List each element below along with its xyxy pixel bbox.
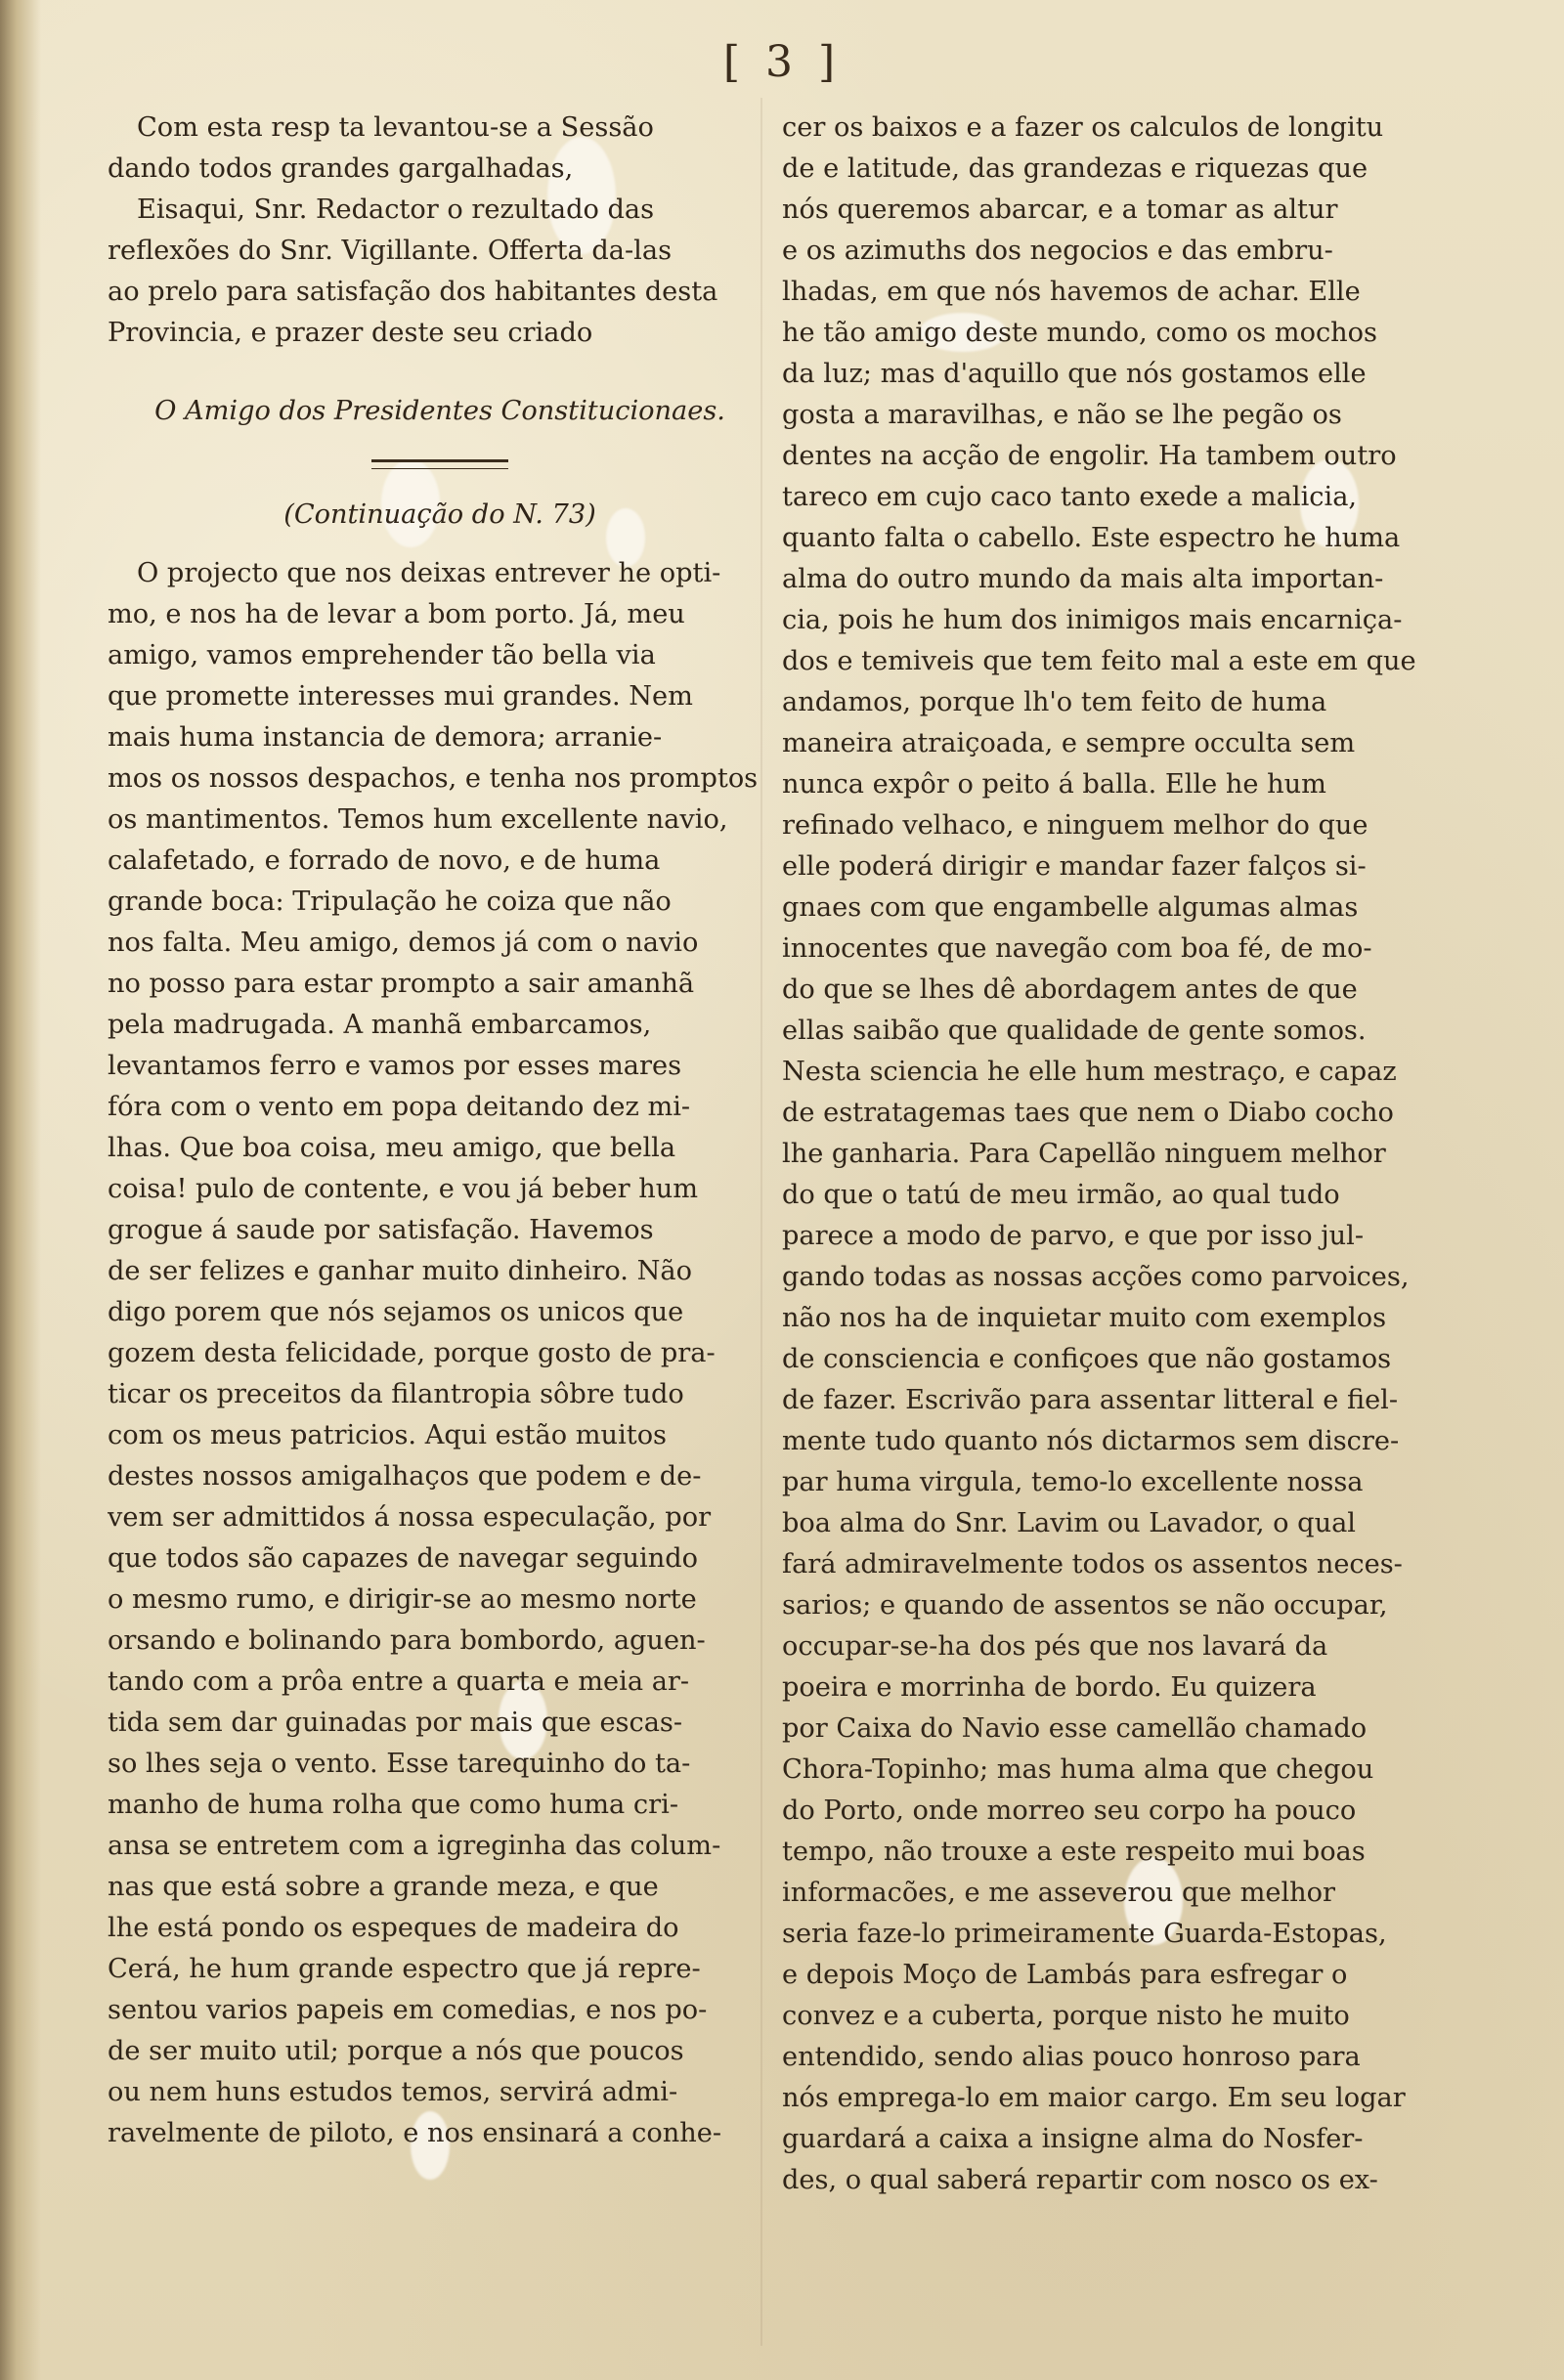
body-line: nos falta. Meu amigo, demos já com o navio	[108, 928, 699, 958]
body-line: e os azimuths dos negocios e das embru-	[782, 236, 1333, 266]
intro-line: reflexões do Snr. Vigillante. Offerta da-las	[108, 236, 673, 266]
intro-line: dando todos grandes gargalhadas,	[108, 153, 574, 184]
body-line: com os meus patricios. Aqui estão muitos	[108, 1420, 668, 1450]
body-line: nas que está sobre a grande meza, e que	[108, 1872, 659, 1902]
body-line: de e latitude, das grandezas e riquezas que	[782, 153, 1368, 184]
body-line: de consciencia e confiçoes que não gostamos	[782, 1344, 1392, 1374]
body-line: os mantimentos. Temos hum excellente navio,	[108, 804, 728, 835]
body-line: innocentes que navegão com boa fé, de mo-	[782, 933, 1372, 964]
body-line: alma do outro mundo da mais alta importan-	[782, 564, 1384, 594]
body-line: de ser felizes e ganhar muito dinheiro. Não	[108, 1256, 692, 1286]
section-rule	[371, 459, 508, 469]
intro-line: Provincia, e prazer deste seu criado	[108, 318, 593, 348]
body-line: de estratagemas taes que nem o Diabo cocho	[782, 1098, 1394, 1128]
body-line: occupar-se-ha dos pés que nos lavará da	[782, 1631, 1328, 1662]
body-line: do que o tatú de meu irmão, ao qual tudo	[782, 1180, 1340, 1210]
body-line: ticar os preceitos da filantropia sôbre tudo	[108, 1379, 684, 1409]
body-line: gozem desta felicidade, porque gosto de pra-	[108, 1338, 716, 1368]
body-line: e depois Moço de Lambás para esfregar o	[782, 1960, 1348, 1990]
body-line: o mesmo rumo, e dirigir-se ao mesmo norte	[108, 1584, 697, 1615]
body-line: lhe está pondo os espeques de madeira do	[108, 1913, 679, 1943]
body-line: nunca expôr o peito á balla. Elle he hum	[782, 769, 1326, 800]
body-line: do Porto, onde morreo seu corpo ha pouco	[782, 1796, 1357, 1826]
body-line: do que se lhes dê abordagem antes de que	[782, 974, 1358, 1005]
body-line: destes nossos amigalhaços que podem e de-	[108, 1461, 702, 1492]
body-line: orsando e bolinando para bombordo, aguen-	[108, 1625, 706, 1656]
intro-line: ao prelo para satisfação dos habitantes desta	[108, 277, 718, 307]
body-line: par huma virgula, temo-lo excellente nossa	[782, 1467, 1364, 1497]
body-line: gnaes com que engambelle algumas almas	[782, 892, 1359, 923]
body-line: mente tudo quanto nós dictarmos sem discre-	[782, 1426, 1400, 1456]
body-line: fará admiravelmente todos os assentos neces-	[782, 1549, 1403, 1579]
body-line: calafetado, e forrado de novo, e de huma	[108, 845, 661, 876]
body-line: Cerá, he hum grande espectro que já repre-	[108, 1954, 701, 1984]
body-line: que todos são capazes de navegar seguindo	[108, 1543, 699, 1574]
body-line: entendido, sendo alias pouco honroso para	[782, 2042, 1361, 2072]
body-line: Nesta sciencia he elle hum mestraço, e capaz	[782, 1057, 1397, 1087]
body-line: O projecto que nos deixas entrever he opti-	[137, 558, 721, 588]
left-column	[108, 108, 772, 2154]
body-line: cia, pois he hum dos inimigos mais encarniça-	[782, 605, 1403, 635]
body-line: tareco em cujo caco tanto exede a malicia,	[782, 482, 1358, 512]
body-line: dentes na acção de engolir. Ha tambem outro	[782, 441, 1397, 471]
body-line: Chora-Topinho; mas huma alma que chegou	[782, 1754, 1374, 1785]
body-line: que promette interesses mui grandes. Nem	[108, 681, 693, 712]
body-line: levantamos ferro e vamos por esses mares	[108, 1051, 682, 1081]
body-line: sentou varios papeis em comedias, e nos po-	[108, 1995, 708, 2025]
body-line: gando todas as nossas acções como parvoices,	[782, 1262, 1410, 1292]
body-line: de fazer. Escrivão para assentar litteral e fiel-	[782, 1385, 1399, 1415]
body-line: quanto falta o cabello. Este espectro he huma	[782, 523, 1401, 553]
intro-line: Com esta resp ta levantou-se a Sessão	[137, 112, 654, 143]
body-line: pela madrugada. A manhã embarcamos,	[108, 1010, 652, 1040]
body-line: nós queremos abarcar, e a tomar as altur	[782, 195, 1338, 225]
right-column	[782, 108, 1447, 2201]
body-line: digo porem que nós sejamos os unicos que	[108, 1297, 684, 1327]
body-line: convez e a cuberta, porque nisto he muito	[782, 2001, 1350, 2031]
body-line: fóra com o vento em popa deitando dez mi-	[108, 1092, 691, 1122]
body-line: lhadas, em que nós havemos de achar. Elle	[782, 277, 1361, 307]
body-line: tida sem dar guinadas por mais que escas-	[108, 1708, 683, 1738]
body-line: ou nem huns estudos temos, servirá admi-	[108, 2077, 678, 2107]
body-line: guardará a caixa a insigne alma do Nosfer-	[782, 2124, 1364, 2154]
body-line: poeira e morrinha de bordo. Eu quizera	[782, 1672, 1317, 1703]
signature: O Amigo dos Presidentes Constitucionaes.	[154, 396, 725, 426]
page-number: [ 3 ]	[722, 37, 842, 87]
intro-line: Eisaqui, Snr. Redactor o rezultado das	[137, 195, 655, 225]
body-line: lhe ganharia. Para Capellão ninguem melhor	[782, 1139, 1386, 1169]
body-line: maneira atraiçoada, e sempre occulta sem	[782, 728, 1356, 758]
body-line: tempo, não trouxe a este respeito mui boas	[782, 1837, 1366, 1867]
body-line: ansa se entretem com a igreginha das colum-	[108, 1831, 721, 1861]
body-line: manho de huma rolha que como huma cri-	[108, 1790, 679, 1820]
body-line: dos e temiveis que tem feito mal a este em que	[782, 646, 1416, 676]
body-line: tando com a prôa entre a quarta e meia ar-	[108, 1666, 690, 1697]
body-line: ellas saibão que qualidade de gente somos.	[782, 1016, 1367, 1046]
body-line: de ser muito util; porque a nós que poucos	[108, 2036, 684, 2066]
body-line: mo, e nos ha de levar a bom porto. Já, meu	[108, 599, 685, 629]
body-line: coisa! pulo de contente, e vou já beber hum	[108, 1174, 699, 1204]
body-line: mais huma instancia de demora; arranie-	[108, 722, 663, 753]
worn-left-edge	[0, 0, 41, 2380]
body-line: lhas. Que boa coisa, meu amigo, que bella	[108, 1133, 676, 1163]
body-line: sarios; e quando de assentos se não occupar,	[782, 1590, 1388, 1621]
body-line: refinado velhaco, e ninguem melhor do que	[782, 810, 1368, 841]
body-line: mos os nossos despachos, e tenha nos promptos	[108, 763, 759, 794]
body-line: grogue á saude por satisfação. Havemos	[108, 1215, 654, 1245]
body-line: da luz; mas d'aquillo que nós gostamos elle	[782, 359, 1367, 389]
body-line: grande boca: Tripulação he coiza que não	[108, 887, 672, 917]
body-line: informacões, e me asseverou que melhor	[782, 1878, 1336, 1908]
body-line: boa alma do Snr. Lavim ou Lavador, o qual	[782, 1508, 1356, 1538]
body-line: por Caixa do Navio esse camellão chamado	[782, 1713, 1368, 1744]
body-line: não nos ha de inquietar muito com exemplos	[782, 1303, 1387, 1333]
body-line: parece a modo de parvo, e que por isso jul-	[782, 1221, 1365, 1251]
body-line: he tão amigo deste mundo, como os mochos	[782, 318, 1377, 348]
body-line: vem ser admittidos á nossa especulação, por	[108, 1502, 712, 1533]
continuation-heading: (Continuação do N. 73)	[283, 499, 596, 530]
body-line: gosta a maravilhas, e não se lhe pegão os	[782, 400, 1342, 430]
body-line: amigo, vamos emprehender tão bella via	[108, 640, 656, 671]
body-line: elle poderá dirigir e mandar fazer falços si-	[782, 851, 1367, 882]
body-line: andamos, porque lh'o tem feito de huma	[782, 687, 1327, 717]
body-line: nós emprega-lo em maior cargo. Em seu logar	[782, 2083, 1406, 2113]
body-line: ravelmente de piloto, e nos ensinará a conhe-	[108, 2118, 722, 2148]
body-line: no posso para estar prompto a sair amanhã	[108, 969, 695, 999]
body-line: des, o qual saberá repartir com nosco os ex-	[782, 2165, 1378, 2195]
body-line: seria faze-lo primeiramente Guarda-Estopas,	[782, 1919, 1387, 1949]
body-line: so lhes seja o vento. Esse tarequinho do ta-	[108, 1749, 691, 1779]
body-line: cer os baixos e a fazer os calculos de longitu	[782, 112, 1384, 143]
